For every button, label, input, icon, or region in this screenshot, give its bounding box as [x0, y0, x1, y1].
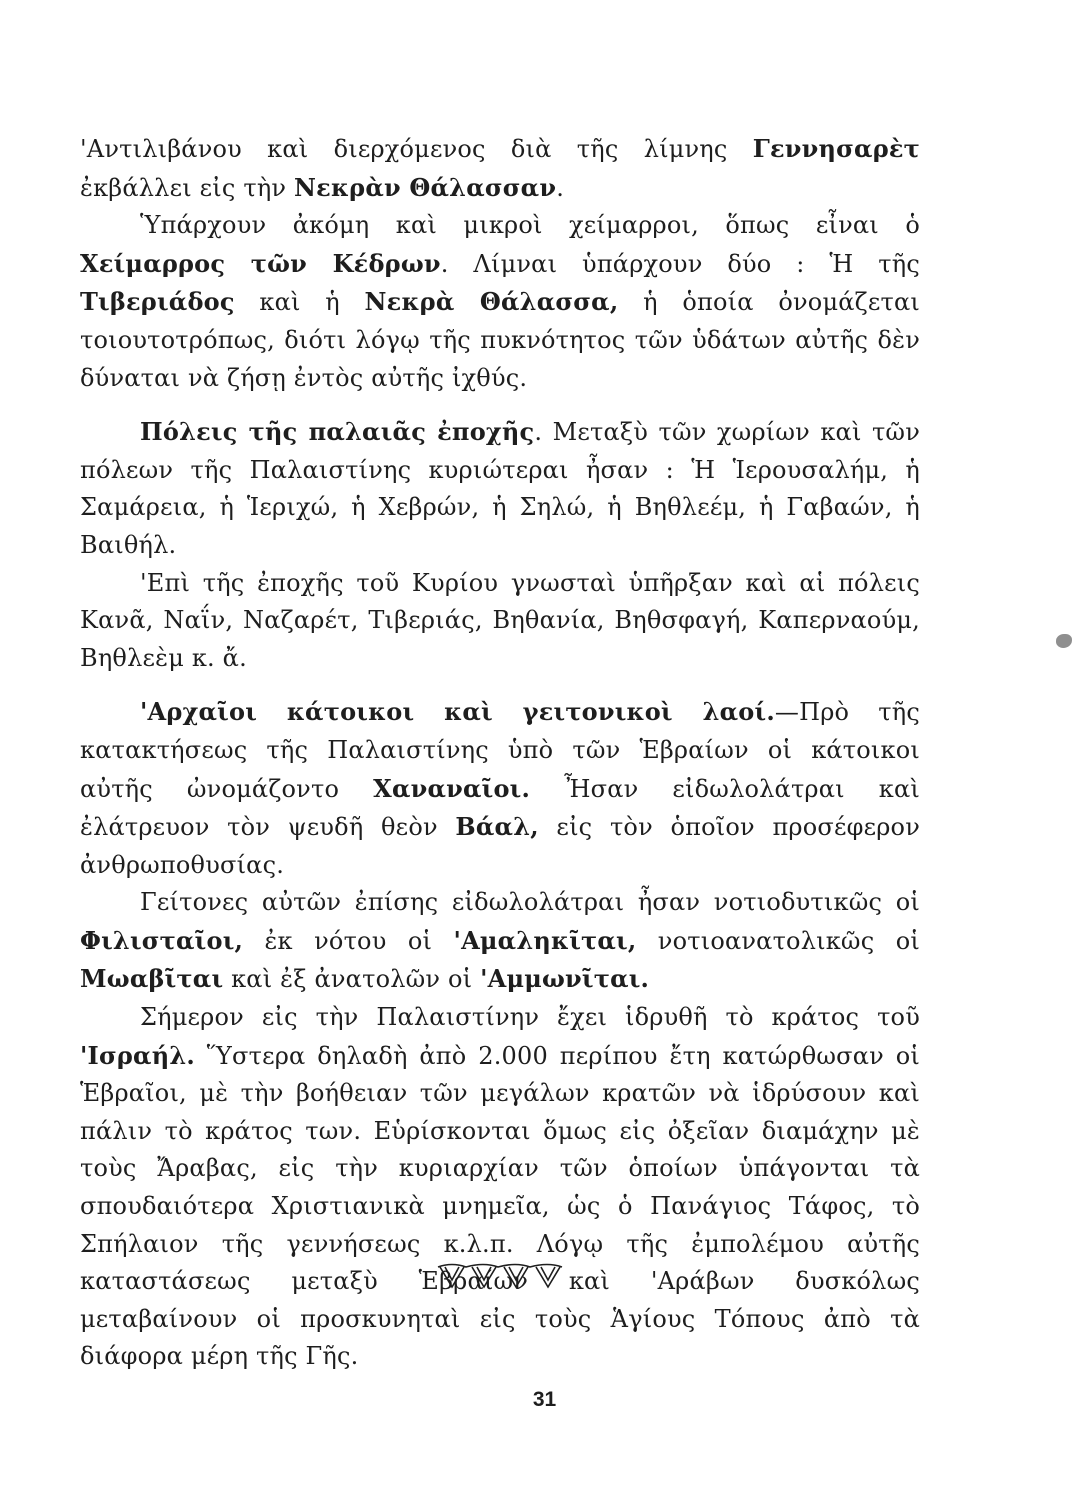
text-run: ἐκβάλλει εἰς τὴν [80, 173, 295, 202]
bold-term: Χαναναῖοι. [373, 773, 531, 803]
bold-term: Νεκρὰν Θάλασσαν [294, 172, 557, 202]
bold-term: Πόλεις τῆς παλαιᾶς ἐποχῆς [140, 417, 535, 447]
text-run: Ὑπάρχουν ἀκόμη καὶ μικροὶ χείμαρροι, ὅπως εἶναι ὁ [140, 211, 920, 240]
paragraph-p6 [80, 884, 920, 999]
bold-term: 'Αμμωνῖται. [480, 964, 650, 994]
text-run: 'Επὶ τῆς ἐποχῆς τοῦ Κυρίου γνωσταὶ ὑπῆρξαν καὶ αἱ πόλεις Κανᾶ, Ναΐν, Ναζαρέτ, Τιβεριάς, Βηθανία, Βηθσφαγή, Καπερναούμ, Βηθλεὲμ κ. ἄ. [80, 568, 920, 672]
text-run: νοτιοανατολικῶς οἱ [636, 926, 920, 955]
text-run: εἰς τὸν ὁποῖον προσέφερον ἀνθρωποθυσίας. [80, 813, 920, 879]
bold-term: 'Ισραήλ. [80, 1040, 195, 1070]
bold-term: Γεννησαρὲτ [752, 134, 920, 163]
text-run: ἡ ὁποία ὀνομάζεται τοιουτοτρόπως, διότι λόγῳ τῆς πυκνότητος τῶν ὑδάτων αὐτῆς δὲν δύναται νὰ ζήσῃ ἐντὸς αὐτῆς ἰχθύς. [80, 288, 920, 392]
paragraph-p1 [80, 130, 920, 207]
text-run: —Πρὸ τῆς κατακτήσεως τῆς Παλαιστίνης ὑπὸ τῶν Ἑβραίων οἱ κάτοικοι αὐτῆς ὠνομάζοντο [80, 698, 920, 803]
bold-term: 'Αρχαῖοι κάτοικοι καὶ γειτονικοὶ λαοί. [140, 697, 775, 727]
bold-term: 'Αμαληκῖται, [453, 925, 637, 955]
body-text [80, 130, 920, 1376]
text-run: καὶ ἐξ ἀνατολῶν οἱ [223, 965, 481, 994]
text-run: . Λίμναι ὑπάρχουν δύο : Ἡ τῆς [440, 249, 920, 278]
bold-term: Βάαλ, [455, 812, 539, 842]
text-run: καὶ ἡ [234, 288, 365, 317]
bold-term: Χείμαρρος τῶν Κέδρων [80, 248, 441, 278]
paragraph-p2 [80, 207, 920, 397]
decorative-ornament-icon [436, 1262, 566, 1292]
bold-term: Μωαβῖται [80, 964, 224, 994]
text-run: ἐκ νότου οἱ [243, 926, 454, 955]
text-run: . Μεταξὺ τῶν χωρίων καὶ τῶν πόλεων τῆς Παλαιστίνης κυριώτεραι ἦσαν : Ἡ Ἱερουσαλήμ, ἡ Σαμάρεια, ἡ Ἱεριχώ, ἡ Χεβρών, ἡ Σηλώ, ἡ Βηθλεέμ, ἡ Γαβαών, ἡ Βαιθήλ. [80, 418, 920, 559]
ink-smudge [1056, 634, 1072, 648]
text-run: Ὕστερα δηλαδὴ ἀπὸ 2.000 περίπου ἔτη κατώρθωσαν οἱ Ἑβραῖοι, μὲ τὴν βοήθειαν τῶν μεγάλων κρατῶν νὰ ἱδρύσουν καὶ πάλιν τὸ κράτος των. Εὑρίσκονται ὅμως εἰς ὀξεῖαν διαμάχην μὲ τοὺς Ἄραβας, εἰς τὴν κυριαρχίαν τῶν ὁποίων ὑπάγονται τὰ σπουδαιότερα Χριστιανικὰ μνημεῖα, ὡς ὁ Πανάγιος Τάφος, τὸ Σπήλαιον τῆς γεννήσεως κ.λ.π. Λόγῳ τῆς ἐμπολέμου αὐτῆς καταστάσεως μεταξὺ Ἑβραίων καὶ 'Αράβων δυσκόλως μεταβαίνουν οἱ προσκυνηταὶ εἰς τοὺς Ἁγίους Τόπους ἀπὸ τὰ διάφορα μέρη τῆς Γῆς. [80, 1041, 920, 1371]
paragraph-p5 [80, 693, 920, 884]
bold-term: Νεκρὰ Θάλασσα, [364, 287, 619, 317]
text-run: Ἦσαν εἰδωλολάτραι καὶ ἐλάτρευον τὸν ψευδῆ θεὸν [80, 774, 920, 842]
paragraph-p4 [80, 565, 920, 678]
paragraph-p3 [80, 413, 920, 564]
paragraph-p7 [80, 999, 920, 1376]
bold-term: Τιβεριάδος [80, 287, 235, 317]
page-number: 31 [532, 1388, 557, 1411]
text-run: . [556, 173, 565, 202]
text-run: Γείτονες αὐτῶν ἐπίσης εἰδωλολάτραι ἦσαν νοτιοδυτικῶς οἱ [140, 888, 920, 917]
text-run: Σήμερον εἰς τὴν Παλαιστίνην ἔχει ἱδρυθῆ τὸ κράτος τοῦ [140, 1003, 920, 1032]
text-run: 'Αντιλιβάνου καὶ διερχόμενος διὰ τῆς λίμνης [80, 135, 753, 163]
bold-term: Φιλισταῖοι, [80, 925, 244, 955]
